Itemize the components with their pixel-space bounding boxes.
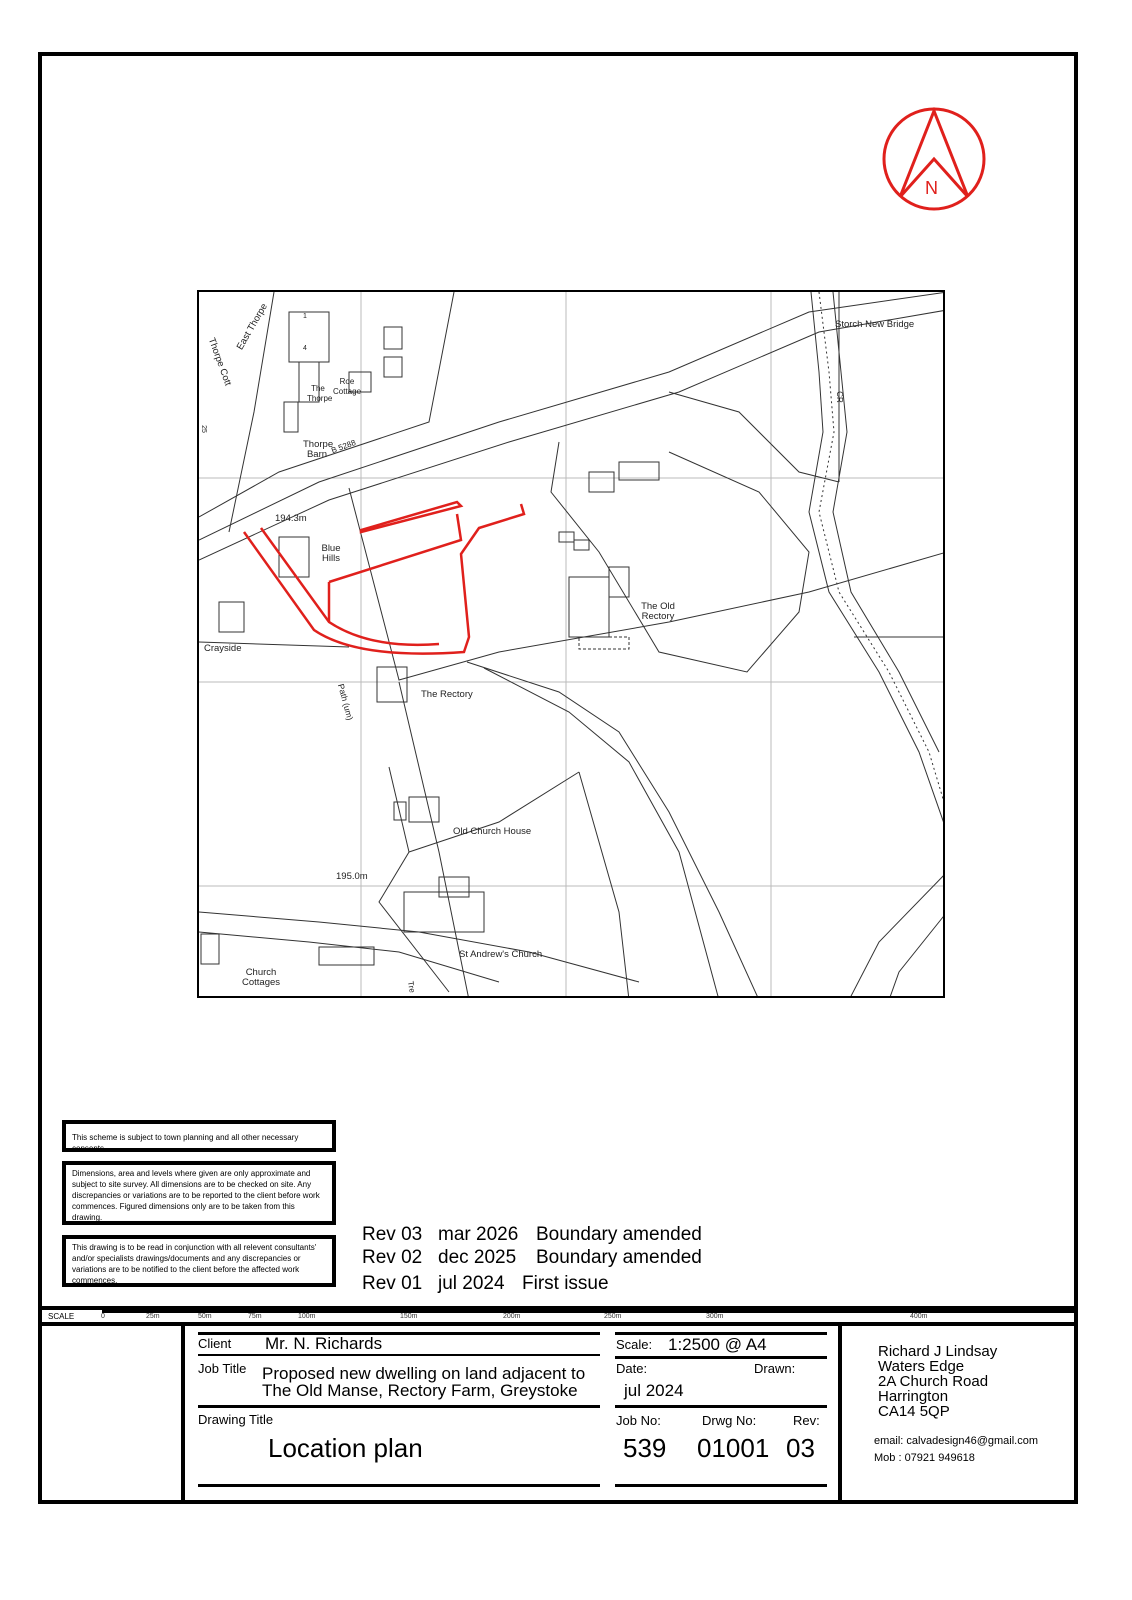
revision-description: Boundary amended [536, 1247, 702, 1268]
revision-date: mar 2026 [438, 1224, 519, 1245]
map-label-blue-hills: Blue Hills [321, 543, 341, 564]
map-label-thorpe-barn: Thorpe Barn [303, 439, 334, 460]
scale-tick: 250m [604, 1313, 622, 1320]
scale-tick: 50m [198, 1313, 212, 1320]
client-value: Mr. N. Richards [265, 1334, 383, 1353]
title-block-rule [198, 1405, 600, 1408]
revision-number: Rev 01 [362, 1273, 423, 1294]
revision-description: First issue [522, 1273, 609, 1294]
title-block-rule [615, 1356, 827, 1359]
map-label-spot-194: 194.3m [275, 513, 307, 524]
scale-label: Scale: [616, 1337, 653, 1352]
job-title-label: Job Title [198, 1361, 247, 1376]
map-label-cr: CR [834, 391, 844, 403]
revision-row [362, 1273, 609, 1295]
map-label-b5288: B 5288 [330, 437, 357, 456]
map-label-house-1: 1 [303, 313, 307, 320]
revision-row [362, 1224, 702, 1246]
drawing-title-label: Drawing Title [198, 1412, 274, 1427]
map-label-house-25: 25 [199, 425, 207, 433]
map-label-house-4: 4 [303, 345, 307, 352]
revision-date: dec 2025 [438, 1247, 517, 1268]
date-label: Date: [616, 1361, 648, 1376]
designer-address-3: Harrington [878, 1388, 949, 1405]
date-value: jul 2024 [624, 1381, 684, 1400]
revision-row [362, 1247, 702, 1269]
map-label-spot-195: 195.0m [336, 871, 368, 882]
location-map [197, 290, 945, 998]
map-label-thorpe-cott: Thorpe Cott [205, 336, 234, 388]
rev-label: Rev: [793, 1413, 820, 1428]
scale-tick: 25m [146, 1313, 160, 1320]
drwg-no-value: 01001 [697, 1433, 770, 1463]
rev-value: 03 [786, 1433, 815, 1463]
map-label-the-rectory: The Rectory [421, 689, 473, 700]
designer-address-2: 2A Church Road [878, 1373, 989, 1390]
designer-address-1: Waters Edge [878, 1358, 965, 1375]
map-label-roe-cottage: Roe Cottage [333, 377, 362, 396]
title-block-rule [615, 1405, 827, 1408]
scale-tick: 100m [298, 1313, 316, 1320]
title-block-divider [181, 1322, 185, 1502]
revision-description: Boundary amended [536, 1224, 702, 1245]
scale-tick: 400m [910, 1313, 928, 1320]
revision-number: Rev 02 [362, 1247, 423, 1268]
scale-tick: 200m [503, 1313, 521, 1320]
scale-tick: 150m [400, 1313, 418, 1320]
drwg-no-label: Drwg No: [702, 1413, 757, 1428]
title-block-rule [615, 1484, 827, 1487]
north-letter: N [925, 178, 938, 198]
title-block-divider [838, 1322, 842, 1502]
designer-postcode: CA14 5QP [878, 1403, 950, 1420]
map-label-old-church-house: Old Church House [453, 826, 532, 837]
drawing-title-value: Location plan [268, 1433, 423, 1463]
title-block-rule [198, 1332, 600, 1335]
designer-email: email: calvadesign46@gmail.com [874, 1435, 1039, 1447]
scale-tick: 75m [248, 1313, 262, 1320]
designer-name: Richard J Lindsay [878, 1343, 998, 1360]
client-label: Client [198, 1336, 232, 1351]
note-consultants: This drawing is to be read in conjunction with all relevent consultants' and/or specialists drawings/documents and any discrepancies or variations are to be notified to the client before the affected work commences. [62, 1235, 336, 1287]
revision-number: Rev 03 [362, 1224, 423, 1245]
scale-tick: 300m [706, 1313, 724, 1320]
designer-mobile: Mob : 07921 949618 [874, 1452, 975, 1464]
job-title-line1: Proposed new dwelling on land adjacent to [262, 1364, 586, 1383]
map-label-church-cottages: Church Cottages [241, 967, 281, 988]
note-planning: This scheme is subject to town planning and all other necessary consents. [62, 1120, 336, 1152]
title-block-rule [198, 1484, 600, 1487]
scale-tick: 0 [101, 1313, 105, 1320]
job-no-label: Job No: [616, 1413, 661, 1428]
job-title-line2: The Old Manse, Rectory Farm, Greystoke [262, 1381, 578, 1400]
map-label-path: Path (um) [336, 682, 356, 722]
scale-bar-label: SCALE [48, 1312, 75, 1321]
map-label-st-andrews-church: St Andrew's Church [459, 949, 543, 960]
map-label-crayside: Crayside [204, 643, 242, 654]
drawn-label: Drawn: [754, 1361, 796, 1376]
scale-value: 1:2500 @ A4 [668, 1335, 767, 1354]
title-block-rule [198, 1354, 600, 1356]
map-label-storch-new-bridge: Storch New Bridge [835, 319, 915, 330]
map-label-the-thorpe: The Thorpe [307, 384, 333, 403]
job-no-value: 539 [623, 1433, 667, 1463]
revision-date: jul 2024 [438, 1273, 505, 1294]
map-label-tre: Tre [405, 980, 417, 994]
note-dimensions: Dimensions, area and levels where given are only approximate and subject to site survey. All dimensions are to be checked on site. Any discrepancies or variations are to be reported to the client before work commences. Figured dimensions only are to be taken from this drawing. [62, 1161, 336, 1225]
map-label-east-thorpe: East Thorpe [234, 301, 271, 352]
map-label-the-old-rectory: The Old Rectory [641, 601, 675, 622]
